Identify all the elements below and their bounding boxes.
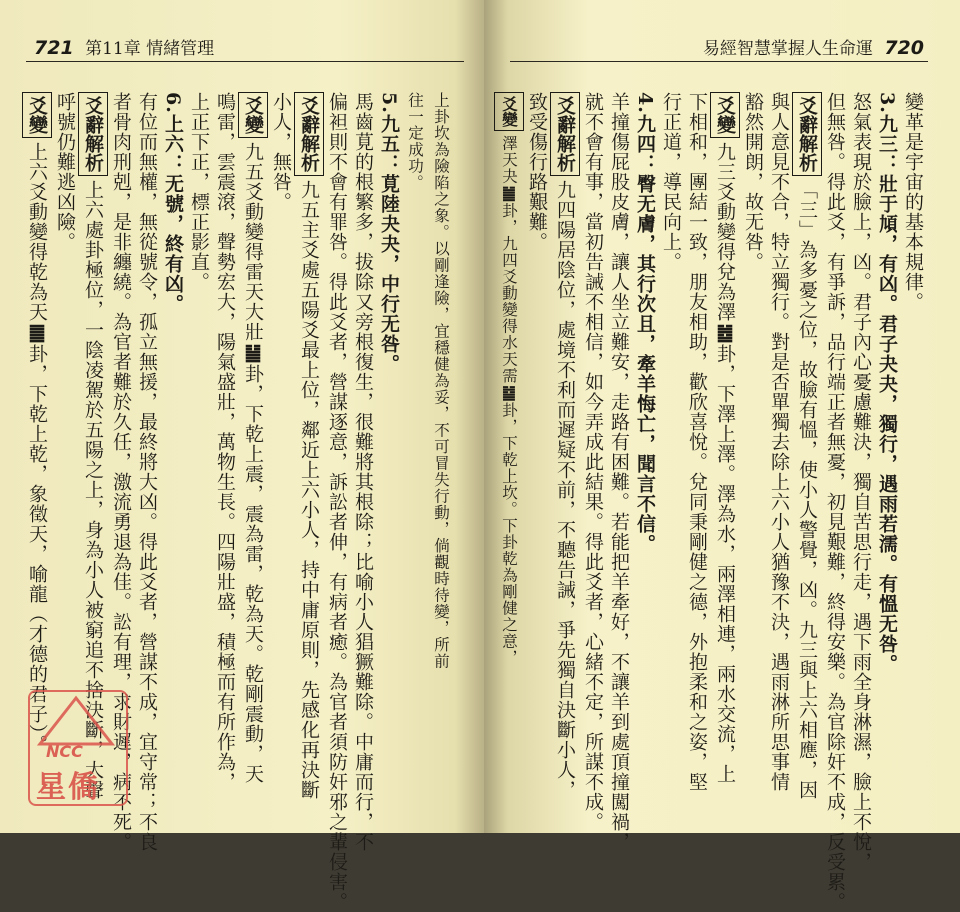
column-text: 上六爻動變得乾為天 bbox=[26, 142, 48, 322]
header-rule bbox=[510, 61, 928, 62]
text-column bbox=[792, 92, 822, 802]
column-text: 九三爻動變得兌為澤 bbox=[714, 142, 736, 322]
hexagram-symbol: ䷪ bbox=[500, 184, 519, 203]
column-text: 但無咎。得此爻，有爭訴，品行端正者無憂，初見艱難，終得安樂。為官除奸不成，反受累。 bbox=[824, 92, 846, 912]
column-text: 澤天夬 bbox=[500, 135, 518, 185]
section-tag: 爻辭解析 bbox=[294, 92, 324, 176]
text-column bbox=[740, 92, 766, 802]
text-column bbox=[494, 92, 524, 802]
column-text: 與人意見不合，特立獨行。對是否單獨去除上六小人猶豫不決，遇雨淋所思事情 bbox=[768, 92, 790, 792]
column-text: 卦，九四爻動變得水天需 bbox=[500, 202, 518, 384]
text-column bbox=[402, 92, 428, 802]
column-text: 就不會有事，當初告誡不相信，如今弄成此結果。得此爻者，心緒不定，所謀不成。 bbox=[582, 92, 604, 832]
column-text: 豁然開朗，故无咎。 bbox=[742, 92, 764, 272]
text-column bbox=[874, 92, 900, 802]
column-text: 怒氣表現於臉上，凶。君子內心憂慮難決，獨自苦思行走，遇下雨全身淋濕，臉上不悅， bbox=[850, 92, 872, 872]
text-column bbox=[212, 92, 238, 802]
text-column bbox=[710, 92, 740, 802]
right-page-number: 720 bbox=[884, 37, 924, 59]
column-text: 往一定成功。 bbox=[406, 92, 424, 191]
column-text: 呼號仍難逃凶險。 bbox=[54, 92, 76, 252]
column-text: 上正下正，標正影直。 bbox=[188, 92, 210, 292]
section-tag: 爻辭解析 bbox=[78, 92, 108, 176]
text-column bbox=[766, 92, 792, 802]
text-column bbox=[606, 92, 632, 852]
left-page-number: 721 bbox=[34, 37, 74, 59]
column-text: 上六處卦極位，一陰凌駕於五陽之上，身為小人被窮追不捨決斷，大聲 bbox=[82, 180, 104, 800]
text-column bbox=[268, 92, 294, 802]
header-rule bbox=[26, 61, 464, 62]
stamp-logo-text: NCC bbox=[46, 742, 83, 761]
right-text-block bbox=[500, 92, 926, 912]
text-column bbox=[238, 92, 268, 802]
right-page bbox=[484, 0, 960, 912]
text-column bbox=[580, 92, 606, 832]
column-text: 卦，下澤上澤。澤為水，兩澤相連，兩水交流，上 bbox=[714, 344, 736, 784]
column-text: 行正道，導民向上。 bbox=[660, 92, 682, 272]
left-page-header bbox=[34, 34, 214, 59]
column-text: 「三」為多憂之位，故臉有慍，使小人警覺，凶。九三與上六相應，因 bbox=[796, 180, 818, 800]
text-column bbox=[822, 92, 848, 912]
column-text: 九五主爻處五陽爻最上位，鄰近上六小人，持中庸原則，先感化再決斷 bbox=[298, 180, 320, 800]
text-column bbox=[186, 92, 212, 802]
column-text: 者骨肉刑剋，是非纏繞。為官者難於久任，激流勇退為佳。訟有理，求財遲，病不死。 bbox=[110, 92, 132, 852]
column-text: 有位而無權，無從號令，孤立無援，最終將大凶。得此爻者，營謀不成，宜守常；不良 bbox=[136, 92, 158, 852]
text-column bbox=[376, 92, 402, 802]
hexagram-symbol: ䷀ bbox=[26, 322, 48, 344]
column-text: 偏袒則不會有罪咎。得此爻者，營謀逐意，訴訟者伸，有病者癒。為官者須防奸邪之輩侵害。 bbox=[326, 92, 348, 912]
stamp-name: 星僑 bbox=[36, 770, 100, 805]
column-text: 九五爻動變得雷天大壯 bbox=[242, 142, 264, 342]
column-text: 鳴雷，雲震滾，聲勢宏大，陽氣盛壯，萬物生長。四陽壯盛，積極而有所作為， bbox=[214, 92, 236, 792]
column-text: 羊撞傷屁股皮膚，讓人坐立難安，走路有困難。若能把羊牽好，不讓羊到處頂撞闖禍， bbox=[608, 92, 630, 852]
column-text: 6.上六：无號，終有凶。 bbox=[162, 92, 184, 314]
hexagram-symbol: ䷄ bbox=[500, 384, 519, 402]
hexagram-symbol: ䷡ bbox=[242, 342, 264, 364]
section-tag: 爻辭解析 bbox=[792, 92, 822, 176]
text-column bbox=[428, 92, 454, 802]
text-column bbox=[134, 92, 160, 852]
chapter-title: 第11章 情緒管理 bbox=[85, 39, 215, 59]
text-column bbox=[848, 92, 874, 872]
text-column bbox=[550, 92, 580, 802]
hexagram-symbol: ䷹ bbox=[714, 322, 736, 344]
text-column bbox=[294, 92, 324, 802]
text-column bbox=[160, 92, 186, 802]
section-tag: 爻變 bbox=[710, 92, 740, 138]
column-text: 九四陽居陰位，處境不利而遲疑不前，不聽告誡，爭先獨自決斷小人， bbox=[554, 180, 576, 800]
column-text: 致受傷行路艱難。 bbox=[526, 92, 548, 252]
text-column bbox=[900, 92, 926, 802]
column-text: 卦，下乾上乾，象徵天，喻龍（才德的君子）。 bbox=[26, 344, 48, 755]
column-text: 下相和，團結一致，朋友相助，歡欣喜悅。兌同秉剛健之德，外抱柔和之姿，堅 bbox=[686, 92, 708, 792]
text-column bbox=[524, 92, 550, 802]
text-column bbox=[350, 92, 376, 852]
column-text: 馬齒莧的根繁多，拔除又旁根復生，很難將其根除；比喻小人猖獗難除。中庸而行，不 bbox=[352, 92, 374, 852]
column-text: 卦，下乾上震，震為雷，乾為天。乾剛震動，天 bbox=[242, 364, 264, 784]
ncc-stamp-logo bbox=[24, 690, 136, 806]
column-text: 卦，下乾上坎。下卦乾為剛健之意， bbox=[500, 402, 518, 666]
column-text: 3.九三：壯于頄，有凶。君子夬夬，獨行，遇雨若濡。有慍无咎。 bbox=[876, 92, 898, 674]
column-text: 小人，無咎。 bbox=[270, 92, 292, 212]
column-text: 上卦坎為險陷之象。以剛逢險，宜穩健為妥，不可冒失行動，倘觀時待變，所前 bbox=[432, 92, 450, 670]
text-column bbox=[658, 92, 684, 802]
text-column bbox=[632, 92, 658, 802]
section-tag: 爻變 bbox=[494, 92, 524, 131]
right-page-header bbox=[703, 34, 924, 59]
column-text: 5.九五：莧陸夬夬，中行无咎。 bbox=[378, 92, 400, 374]
column-text: 變革是宇宙的基本規律。 bbox=[902, 92, 924, 312]
section-tag: 爻變 bbox=[22, 92, 52, 138]
column-text: 4.九四：臀无膚，其行次且，牽羊悔亡，聞言不信。 bbox=[634, 92, 656, 554]
text-column bbox=[684, 92, 710, 802]
section-tag: 爻變 bbox=[238, 92, 268, 138]
section-tag: 爻辭解析 bbox=[550, 92, 580, 176]
book-title: 易經智慧掌握人生命運 bbox=[702, 39, 873, 59]
text-column bbox=[324, 92, 350, 912]
